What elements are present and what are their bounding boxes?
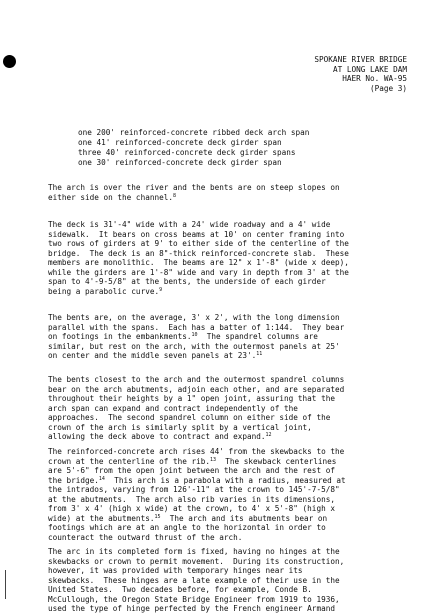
line-text: similar, but rest on the arch, with the outermost panels at 25' bbox=[48, 341, 340, 351]
text-line bbox=[48, 351, 418, 361]
line-text: The bents are, on the average, 3' x 2', with the long dimension bbox=[48, 313, 340, 322]
text-line bbox=[48, 183, 418, 193]
text-line bbox=[48, 385, 418, 395]
line-text: allowing the deck above to contract and expand. bbox=[48, 432, 266, 442]
line-text: from 3' x 4' (high x wide) at the crown, to 4' x 5'-8" (high x bbox=[48, 504, 335, 514]
line-text: throughout their heights by a 1" open joint, assuring that the bbox=[48, 394, 335, 404]
text-line bbox=[48, 504, 418, 514]
line-text: at the abutments. The arch also rib varies in its dimensions, bbox=[48, 494, 335, 504]
footnote-marker: 15 bbox=[154, 513, 161, 520]
paragraph-arch bbox=[48, 447, 418, 542]
line-text: either side on the channel. bbox=[48, 192, 173, 202]
text-line bbox=[48, 576, 418, 586]
header-title: SPOKANE RIVER BRIDGE bbox=[314, 55, 407, 64]
text-line bbox=[48, 604, 418, 614]
text-line bbox=[48, 523, 418, 533]
line-text: on footings in the embankments. bbox=[48, 332, 192, 342]
text-line bbox=[48, 258, 418, 268]
line-text: approaches. The second spandrel column on either side of the bbox=[48, 413, 331, 423]
footnote-marker: 9 bbox=[159, 286, 163, 293]
text-line bbox=[48, 323, 418, 333]
line-text: arch span can expand and contract independently of the bbox=[48, 403, 298, 413]
line-text: The bents closest to the arch and the outermost spandrel columns bbox=[48, 375, 345, 384]
paragraph-hinges bbox=[48, 547, 418, 614]
text-line bbox=[48, 313, 418, 323]
binder-hole bbox=[3, 55, 16, 68]
line-text: while the girders are 1'-8" wide and vary in depth from 3' at the bbox=[48, 267, 349, 277]
text-line bbox=[48, 249, 418, 259]
span-list-item: one 41' reinforced-concrete deck girder span bbox=[78, 138, 282, 147]
line-text: the intrados, varying from 126'-11" at the crown to 145'-7-5/8" bbox=[48, 485, 340, 495]
text-line bbox=[48, 332, 418, 342]
span-list-item: one 200' reinforced-concrete ribbed deck arch span bbox=[78, 128, 310, 137]
paragraph-deck bbox=[48, 220, 418, 296]
line-text: being a parabolic curve. bbox=[48, 286, 160, 296]
line-text: wide) at the abutments. bbox=[48, 513, 155, 523]
text-line bbox=[48, 193, 418, 203]
line-text: footings which are at an angle to the horizontal in order to bbox=[48, 523, 326, 533]
line-text: bear on the arch abutments, adjoin each other, and are separated bbox=[48, 384, 345, 394]
line-text: The deck is 31'-4" wide with a 24' wide roadway and a 4' wide bbox=[48, 220, 331, 229]
text-line bbox=[48, 457, 418, 467]
text-line bbox=[48, 595, 418, 605]
text-line bbox=[48, 566, 418, 576]
header-haer-number: HAER No. WA-95 bbox=[342, 74, 407, 84]
line-text: United States. Two decades before, for example, Conde B. bbox=[48, 585, 312, 595]
text-line bbox=[48, 277, 418, 287]
line-text: however, it was provided with temporary hinges near its bbox=[48, 566, 303, 576]
page-header bbox=[314, 55, 407, 93]
text-line bbox=[48, 495, 418, 505]
header-page-number: (Page 3) bbox=[369, 83, 407, 93]
text-line bbox=[48, 423, 418, 433]
text-line bbox=[48, 287, 418, 297]
line-text: The arc in its completed form is fixed, having no hinges at the bbox=[48, 547, 340, 556]
footnote-marker: 12 bbox=[265, 432, 272, 439]
line-text: The reinforced-concrete arch rises 44' from the skewbacks to the bbox=[48, 447, 345, 456]
text-line bbox=[48, 375, 418, 385]
text-line bbox=[48, 404, 418, 414]
header-location: AT LONG LAKE DAM bbox=[332, 64, 407, 74]
line-text: sidewalk. It bears on cross beams at 10' on center framing into bbox=[48, 229, 345, 239]
text-line bbox=[48, 533, 418, 543]
line-text: span to 4'-9-5/8" at the bents, the underside of each girder bbox=[48, 277, 326, 287]
line-text: on center and the middle seven panels at 23'. bbox=[48, 351, 257, 361]
span-list bbox=[78, 128, 309, 168]
text-line bbox=[48, 466, 418, 476]
span-list-item: three 40' reinforced-concrete deck girder spans bbox=[78, 148, 296, 157]
page-edge-mark bbox=[5, 570, 6, 599]
footnote-marker: 14 bbox=[98, 475, 105, 482]
footnote-marker: 8 bbox=[172, 192, 176, 199]
text-line bbox=[48, 476, 418, 486]
text-line bbox=[48, 220, 418, 230]
paragraph-arch-location bbox=[48, 183, 418, 202]
text-line bbox=[48, 432, 418, 442]
text-line bbox=[48, 557, 418, 567]
text-line bbox=[48, 230, 418, 240]
line-text: crown at the centerline of the rib. bbox=[48, 456, 210, 466]
text-line bbox=[48, 413, 418, 423]
footnote-marker: 13 bbox=[210, 456, 217, 463]
text-line bbox=[48, 547, 418, 557]
paragraph-joints bbox=[48, 375, 418, 442]
footnote-marker: 10 bbox=[191, 332, 198, 339]
line-text-continued: The skewback centerlines bbox=[216, 456, 337, 466]
line-text: skewbacks. These hinges are a late example of their use in the bbox=[48, 575, 340, 585]
line-text-continued: This arch is a parabola with a radius, measured at bbox=[104, 475, 346, 485]
line-text-continued: The spandrel columns are bbox=[197, 332, 318, 342]
line-text: two rows of girders at 9' to either side of the centerline of the bbox=[48, 239, 349, 249]
line-text: McCullough, the Oregon State Bridge Engineer from 1919 to 1936, bbox=[48, 594, 340, 604]
line-text: bridge. The deck is an 8"-thick reinforced-concrete slab. These bbox=[48, 248, 349, 258]
text-line bbox=[48, 447, 418, 457]
text-line bbox=[48, 268, 418, 278]
text-line bbox=[48, 394, 418, 404]
span-list-item: one 30' reinforced-concrete deck girder span bbox=[78, 158, 282, 167]
line-text: The arch is over the river and the bents are on steep slopes on bbox=[48, 183, 340, 192]
text-line bbox=[48, 514, 418, 524]
text-line bbox=[48, 239, 418, 249]
line-text: members are monolithic. The beams are 12" x 1'-8" (wide x deep), bbox=[48, 258, 349, 268]
line-text: skewbacks or crown to permit movement. During its construction, bbox=[48, 556, 345, 566]
text-line bbox=[48, 485, 418, 495]
paragraph-bents bbox=[48, 313, 418, 361]
line-text: counteract the outward thrust of the arch. bbox=[48, 532, 243, 542]
line-text-continued: The arch and its abutments bear on bbox=[160, 513, 328, 523]
line-text: crown of the arch is similarly split by a vertical joint, bbox=[48, 422, 312, 432]
text-line bbox=[48, 585, 418, 595]
text-line bbox=[48, 342, 418, 352]
line-text: parallel with the spans. Each has a batter of 1:144. They bear bbox=[48, 322, 345, 332]
line-text: used the type of hinge perfected by the French engineer Armand bbox=[48, 604, 335, 614]
footnote-marker: 11 bbox=[256, 351, 263, 358]
line-text: are 5'-6" from the open joint between the arch and the rest of bbox=[48, 466, 335, 476]
line-text: the bridge. bbox=[48, 475, 99, 485]
